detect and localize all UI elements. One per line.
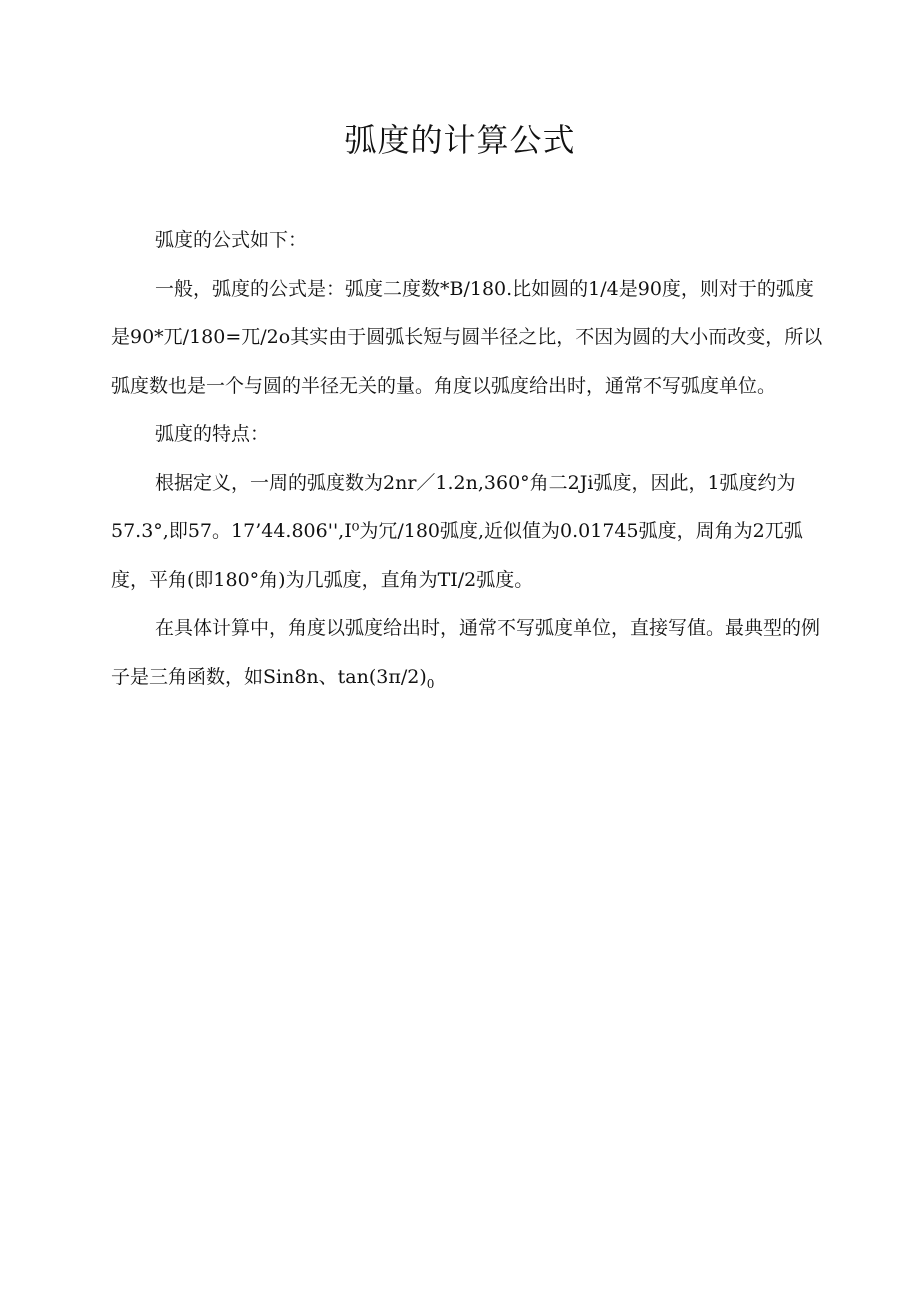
paragraph-formula-intro: 弧度的公式如下： (155, 229, 308, 251)
paragraph-calculation (111, 604, 823, 708)
document-title: 弧度的计算公式 (344, 121, 576, 159)
paragraph-calculation-text: 在具体计算中，角度以弧度给出时，通常不写弧度单位，直接写值。最典型的例子是三角函数，如Sin8n、tan(3π/2) (111, 617, 821, 688)
paragraph-formula: 一般，弧度的公式是：弧度二度数*B/180.比如圆的1/4是90度，则对于的弧度是90*兀/180=兀/2o其实由于圆弧长短与圆半径之比，不因为圆的大小而改变，所以弧度数也是一个与圆的半径无关的量。角度以弧度给出时，通常不写弧度单位。 (111, 277, 823, 397)
document-body (111, 216, 823, 708)
paragraph-features: 根据定义，一周的弧度数为2nr／1.2n,360°角二2Ji弧度，因此，1弧度约为57.3°,即57。17’44.806'',I⁰为冗/180弧度,近似值为0.01745弧度，周角为2兀弧度，平角(即180°角)为几弧度，直角为TI/2弧度。 (111, 471, 803, 591)
paragraph-features-heading: 弧度的特点： (155, 423, 270, 445)
trailing-subscript-zero: 0 (426, 676, 435, 691)
